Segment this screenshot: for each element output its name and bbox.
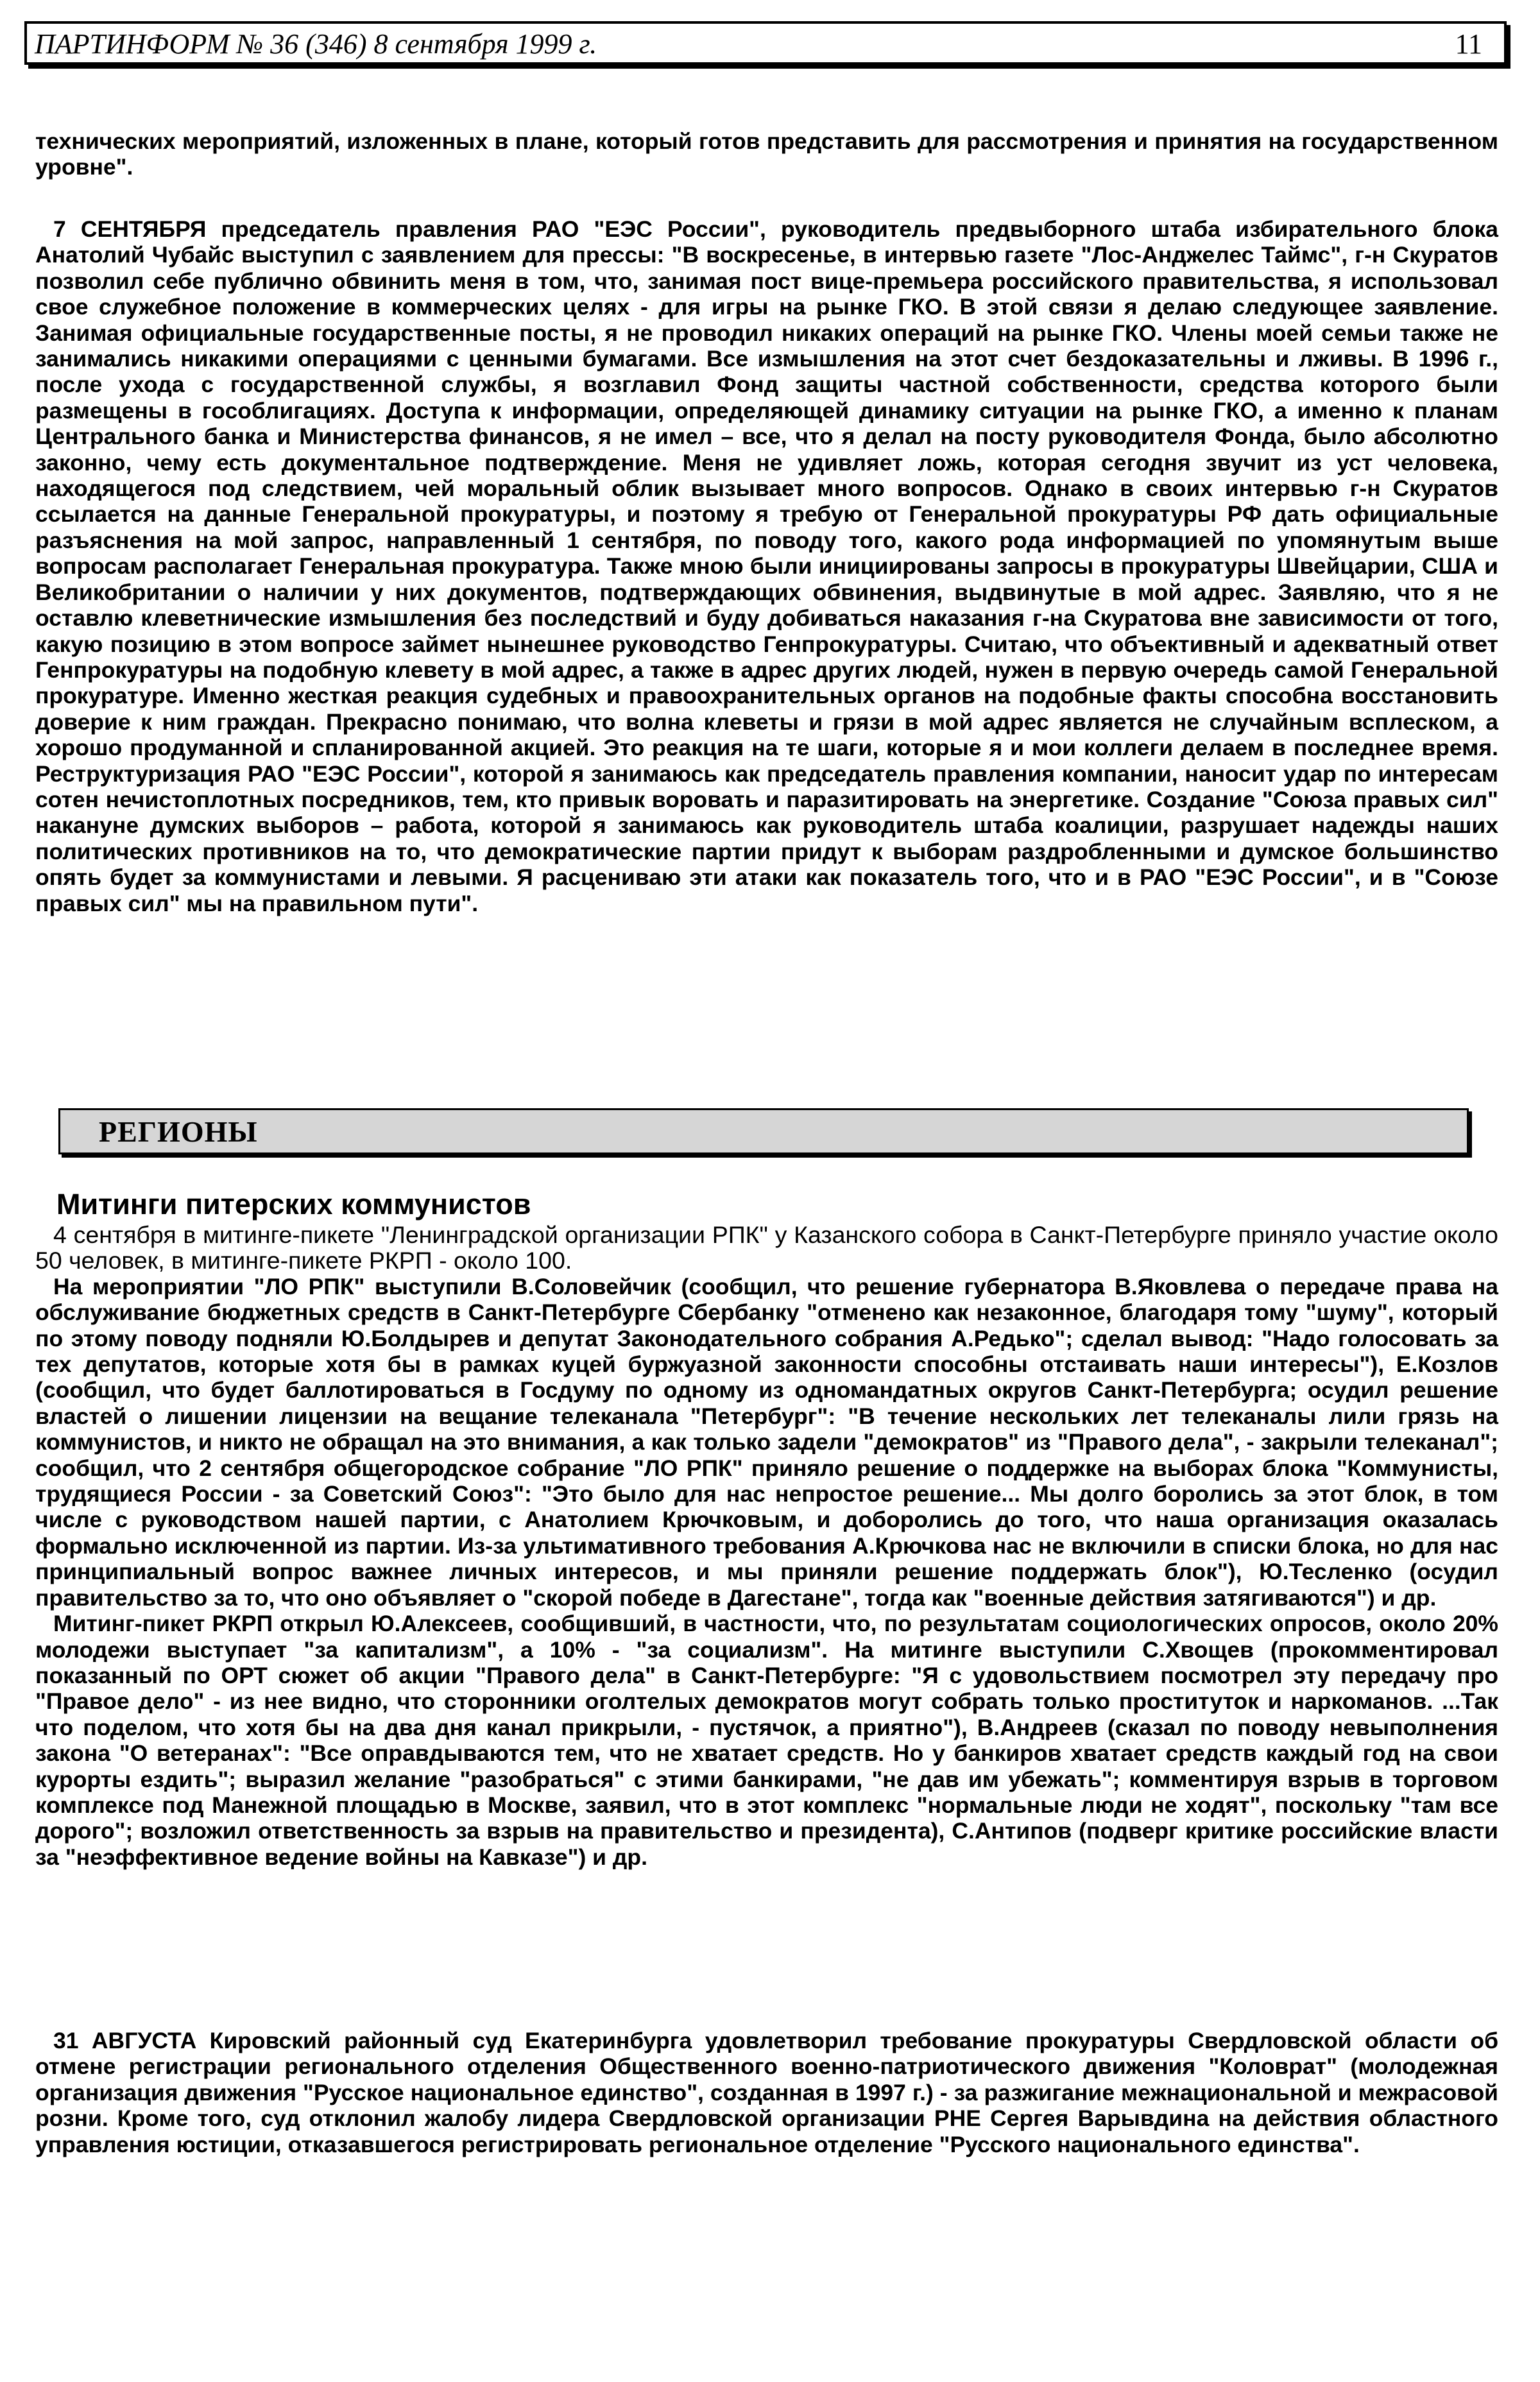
chubais-statement: 7 СЕНТЯБРЯ председатель правления РАО "ЕЭС России", руководитель предвыборного штаба избирательного блока Анатолий Чубайс выступил с заявлением для прессы: "В воскресенье, в интервью газете "Лос-Анджелес Таймс", г-н Скуратов позволил себе публично обвинить меня в том, что, занимая пост вице-премьера российского правительства, я использовал свое служебное положение в коммерческих целях - для игры на рынке ГКО. В этой связи я делаю следующее заявление. Занимая официальные государственные посты, я не проводил никаких операций на рынке ГКО. Члены моей семьи также не занимались никакими операциями с ценными бумагами. Все измышления на этот счет бездоказательны и лживы. В 1996 г., после ухода с государственной службы, я возглавил Фонд защиты частной собственности, средства которого были размещены в гособлигациях. Доступа к информации, определяющей динамику ситуации на рынке ГКО, а именно к планам Центрального банка и Министерства финансов, я не имел – все, что я делал на посту руководителя Фонда, было абсолютно законно, чему есть документальное подтверждение. Меня не удивляет ложь, которая сегодня звучит из уст человека, находящегося под следствием, чей моральный облик вызывает много вопросов. Однако в своих интервью г-н Скуратов ссылается на данные Генеральной прокуратуры, и поэтому я требую от Генеральной прокуратуры РФ дать официальные разъяснения на мой запрос, направленный 1 сентября, по поводу того, какого рода информацией по упомянутым выше вопросам располагает Генеральная прокуратура. Также мною были инициированы запросы в прокуратуры Швейцарии, США и Великобритании о наличии у них документов, подтверждающих обвинения, выдвинутые в мой адрес. Заявляю, что я не оставлю клеветнические измышления без последствий и буду добиваться наказания г-на Скуратова вне зависимости от того, какую позицию в этом вопросе займет нынешнее руководство Генпрокуратуры. Считаю, что объективный и адекватный ответ Генпрокуратуры на подобную клевету в мой адрес, а также в адрес других людей, нужен в первую очередь самой Генеральной прокуратуре. Именно жесткая реакция судебных и правоохранительных органов на подобные факты способна восстановить доверие к ним граждан. Прекрасно понимаю, что волна клеветы и грязи в мой адрес является не случайным всплеском, а хорошо продуманной и спланированной акцией. Это реакция на те шаги, которые я и мои коллеги делаем в последнее время. Реструктуризация РАО "ЕЭС России", которой я занимаюсь как председатель правления компании, наносит удар по интересам сотен нечистоплотных посредников, тем, кто привык воровать и паразитировать на энергетике. Создание "Союза правых сил" накануне думских выборов – работа, которой я занимаюсь как руководитель штаба коалиции, разрушает надежды наших политических противников на то, что демократические партии придут к выборам раздробленными и думское большинство опять будет за коммунистами и левыми. Я расцениваю эти атаки как показатель того, что и в РАО "ЕЭС России", и в "Союзе правых сил" мы на правильном пути". (35, 216, 1498, 916)
intro-fragment: технических мероприятий, изложенных в плане, который готов представить для рассмотрения и принятия на государственном уровне". (35, 128, 1498, 180)
article-paragraph-1: На мероприятии "ЛО РПК" выступили В.Соловейчик (сообщил, что решение губернатора В.Яковлева о передаче права на обслуживание бюджетных средств в Санкт-Петербурге Сбербанку "отменено как незаконное, благодаря тому "шуму", который по этому поводу подняли Ю.Болдырев и депутат Законодательного собрания А.Редько"; сделал вывод: "Надо голосовать за тех депутатов, которые хотя бы в рамках куцей буржуазной законности способны отстаивать наши интересы"), Е.Козлов (сообщил, что будет баллотироваться в Госдуму по одному из одномандатных округов Санкт-Петербурга; осудил решение властей о лишении лицензии на вещание телеканала "Петербург": "В течение нескольких лет телеканалы лили грязь на коммунистов, и никто не обращал на это внимания, а как только задели "демократов" из "Правого дела", - закрыли телеканал"; сообщил, что 2 сентября общегородское собрание "ЛО РПК" приняло решение о поддержке на выборах блока "Коммунисты, трудящиеся России - за Советский Союз": "Это было для нас непростое решение... Мы долго боролись за этот блок, в том числе с руководством нашей партии, с Анатолием Крючковым, и доборолись до того, что наша организация оказалась формально исключенной из партии. Из-за ультимативного требования А.Крючкова нас не включили в списки блока, но для нас принципиальный вопрос важнее личных интересов, и мы приняли решение поддержать блок"), Ю.Тесленко (осудил правительство за то, что оно объявляет о "скорой победе в Дагестане", тогда как "военные действия затягиваются") и др. (35, 1273, 1498, 1611)
kolovrat-news-block (35, 2028, 1498, 2157)
page-number: 11 (1455, 28, 1482, 60)
publication-title: ПАРТИНФОРМ № 36 (346) 8 сентября 1999 г. (35, 28, 597, 60)
article-lead: 4 сентября в митинге-пикете "Ленинградской организации РПК" у Казанского собора в Санкт-Петербурге приняло участие около 50 человек, в митинге-пикете РКРП - около 100. (35, 1221, 1498, 1274)
article-paragraph-2: Митинг-пикет РКРП открыл Ю.Алексеев, сообщивший, в частности, что, по результатам социологических опросов, около 20% молодежи выступает "за капитализм", а 10% - "за социализм". На митинге выступили С.Хвощев (прокомментировал показанный по ОРТ сюжет об акции "Правого дела" в Санкт-Петербурге: "Я с удовольствием посмотрел эту передачу про "Правое дело" - из нее видно, что сторонники оголтелых демократов могут собрать только проституток и наркоманов. ...Так что поделом, что хотя бы на два дня канал прикрыли, - пустячок, а приятно"), В.Андреев (сказал по поводу невыполнения закона "О ветеранах": "Все оправдываются тем, что не хватает средств. Но у банкиров хватает средств каждый год на свои курорты ездить"; выразил желание "разобраться" с этими банкирами, "не дав им убежать"; комментируя взрыв в торговом комплексе под Манежной площадью в Москве, заявил, что в этот комплекс "нормальные люди не ходят", поскольку "там все дорого"; возложил ответственность за взрыв на правительство и президента), С.Антипов (подверг критике российские власти за "неэффективное ведение войны на Кавказе") и др. (35, 1611, 1498, 1870)
kolovrat-news-item: 31 АВГУСТА Кировский районный суд Екатеринбурга удовлетворил требование прокуратуры Свердловской области об отмене регистрации регионального отделения Общественного военно-патриотического движения "Коловрат" (молодежная организация движения "Русское национальное единство", созданная в 1997 г.) - за разжигание межнациональной и межрасовой розни. Кроме того, суд отклонил жалобу лидера Свердловской организации РНЕ Сергея Варывдина на действия областного управления юстиции, отказавшегося регистрировать региональное отделение "Русского национального единства". (35, 2028, 1498, 2157)
section-title: РЕГИОНЫ (99, 1115, 258, 1148)
article-title: Митинги питерских коммунистов (56, 1188, 531, 1221)
intro-fragment-block (35, 128, 1498, 180)
page-header (24, 21, 1507, 65)
article-body (35, 1222, 1498, 1870)
section-header (58, 1108, 1469, 1154)
chubais-statement-block (35, 216, 1498, 916)
